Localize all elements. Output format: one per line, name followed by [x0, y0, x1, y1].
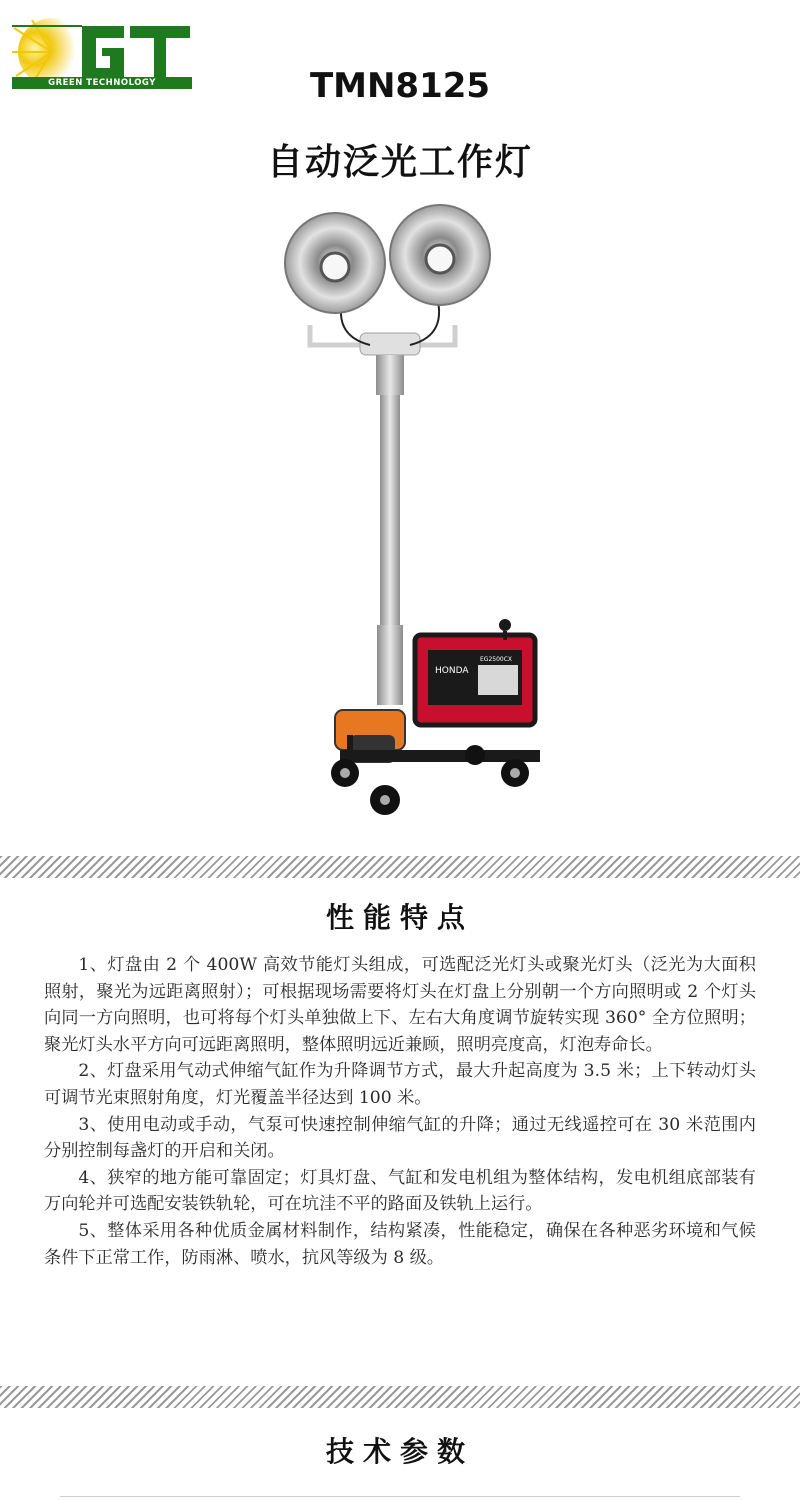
table-top-rule: [60, 1496, 740, 1497]
product-model: TMN8125: [309, 66, 491, 106]
product-name: 自动泛光工作灯: [266, 142, 533, 183]
section-divider: [0, 1386, 800, 1408]
section-divider: [0, 856, 800, 878]
telescopic-mast: [376, 355, 404, 395]
features-title: 性能特点: [325, 901, 474, 934]
logo-tagline: GREEN TECHNOLOGY: [12, 77, 192, 89]
features-list: [44, 952, 756, 1271]
generator: [415, 619, 535, 725]
feature-item: 3、使用电动或手动，气泵可快速控制伸缩气缸的升降；通过无线遥控可在 30 米范围内分别控制每盏灯的开启和关闭。: [44, 1114, 756, 1162]
caster-wheel: [465, 745, 485, 765]
generator-model: EG2500CX: [480, 656, 513, 663]
feature-item: 4、狭窄的地方能可靠固定；灯具灯盘、气缸和发电机组为整体结构，发电机组底部装有万向轮并可选配安装铁轨轮，可在坑洼不平的路面及铁轨上运行。: [44, 1167, 756, 1215]
feature-item: 1、灯盘由 2 个 400W 高效节能灯头组成，可选配泛光灯头或聚光灯头（泛光为大面积照射，聚光为远距离照射）；可根据现场需要将灯头在灯盘上分别朝一个方向照明或 2 个灯头向同一方向照明，也可将每个灯头单独做上下、左右大角度调节旋转实现 360° 全方位照明；聚光灯头水平方向可远距离照明，整体照明远近兼顾，照明亮度高，灯泡寿命长。: [44, 955, 757, 1055]
generator-brand: HONDA: [435, 666, 469, 676]
product-photo: [250, 195, 560, 825]
feature-item: 2、灯盘采用气动式伸缩气缸作为升降调节方式，最大升起高度为 3.5 米；上下转动灯头可调节光束照射角度，灯光覆盖半径达到 100 米。: [44, 1061, 756, 1108]
feature-item: 5、整体采用各种优质金属材料制作，结构紧凑，性能稳定，确保在各种恶劣环境和气候条件下正常工作，防雨淋、喷水，抗风等级为 8 级。: [44, 1220, 756, 1268]
specs-title: 技术参数: [325, 1435, 474, 1468]
